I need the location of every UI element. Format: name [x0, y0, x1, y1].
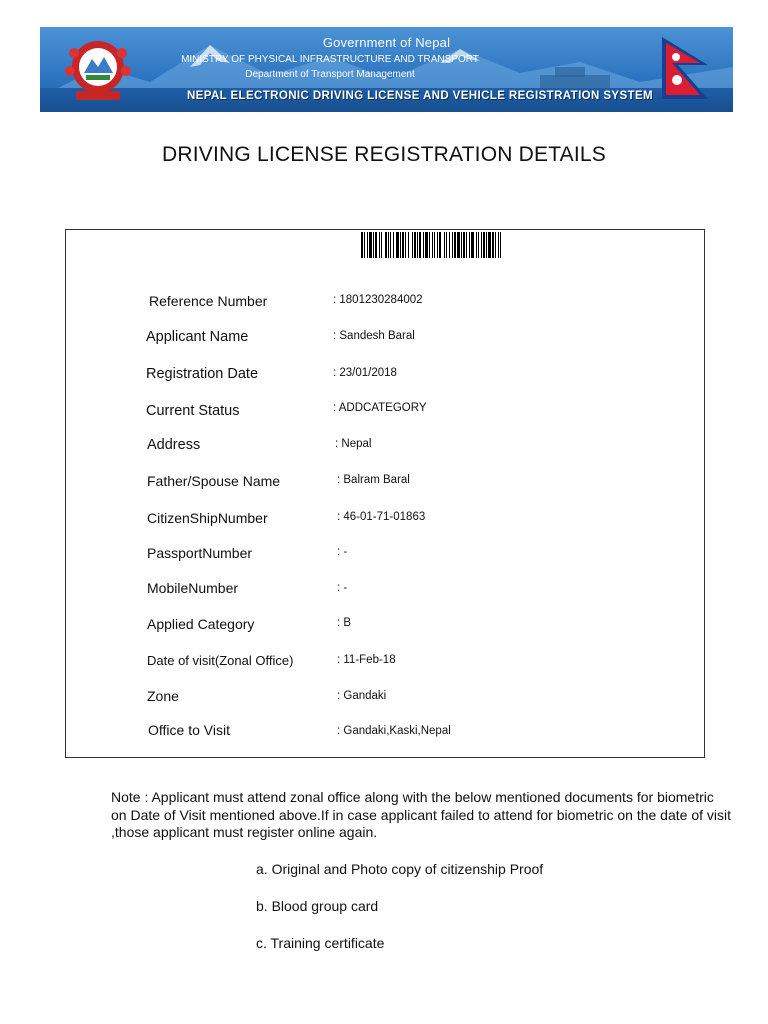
label-zone: Zone: [147, 688, 179, 704]
ministry-name: MINISTRY OF PHYSICAL INFRASTRUCTURE AND TRANSPORT: [181, 54, 479, 65]
label-office-to-visit: Office to Visit: [148, 722, 230, 738]
barcode: [361, 232, 637, 258]
label-applied-category: Applied Category: [147, 616, 255, 632]
value-father-spouse-name: : Balram Baral: [337, 474, 410, 486]
document-item-training: c. Training certificate: [256, 935, 385, 951]
label-date-of-visit: Date of visit(Zonal Office): [147, 653, 294, 668]
label-mobile-number: MobileNumber: [147, 580, 239, 596]
value-zone: : Gandaki: [337, 690, 387, 702]
value-passport-number: : -: [337, 546, 348, 558]
label-address: Address: [147, 437, 201, 453]
value-current-status: : ADDCATEGORY: [333, 402, 427, 414]
value-address: : Nepal: [335, 438, 372, 450]
value-office-to-visit: : Gandaki,Kaski,Nepal: [337, 725, 451, 737]
note-text: Note : Applicant must attend zonal office along with the below mentioned documents for biometric on Date of Visit mentioned above.If in case applicant failed to attend for biometric on the date of visit ,those applicant must register online again.: [111, 789, 731, 840]
label-applicant-name: Applicant Name: [146, 329, 249, 345]
label-registration-date: Registration Date: [146, 366, 259, 382]
label-passport-number: PassportNumber: [147, 545, 253, 561]
label-citizenship-number: CitizenShipNumber: [147, 510, 268, 526]
value-reference-number: : 1801230284002: [333, 294, 423, 306]
value-mobile-number: : -: [337, 582, 348, 594]
document-item-blood-group: b. Blood group card: [256, 898, 379, 914]
value-applicant-name: : Sandesh Baral: [333, 330, 415, 342]
government-name: Government of Nepal: [322, 35, 451, 50]
document-item-citizenship: a. Original and Photo copy of citizenship Proof: [256, 861, 544, 877]
value-registration-date: : 23/01/2018: [333, 367, 397, 379]
value-date-of-visit: : 11-Feb-18: [337, 654, 396, 666]
label-father-spouse-name: Father/Spouse Name: [147, 473, 281, 489]
system-name: NEPAL ELECTRONIC DRIVING LICENSE AND VEHICLE REGISTRATION SYSTEM: [186, 90, 654, 102]
label-reference-number: Reference Number: [149, 293, 268, 309]
page-title: DRIVING LICENSE REGISTRATION DETAILS: [162, 143, 606, 166]
department-name: Department of Transport Management: [245, 69, 415, 80]
value-citizenship-number: : 46-01-71-01863: [337, 511, 426, 523]
label-current-status: Current Status: [146, 403, 240, 419]
header-banner: [40, 27, 733, 112]
value-applied-category: : B: [337, 617, 352, 629]
